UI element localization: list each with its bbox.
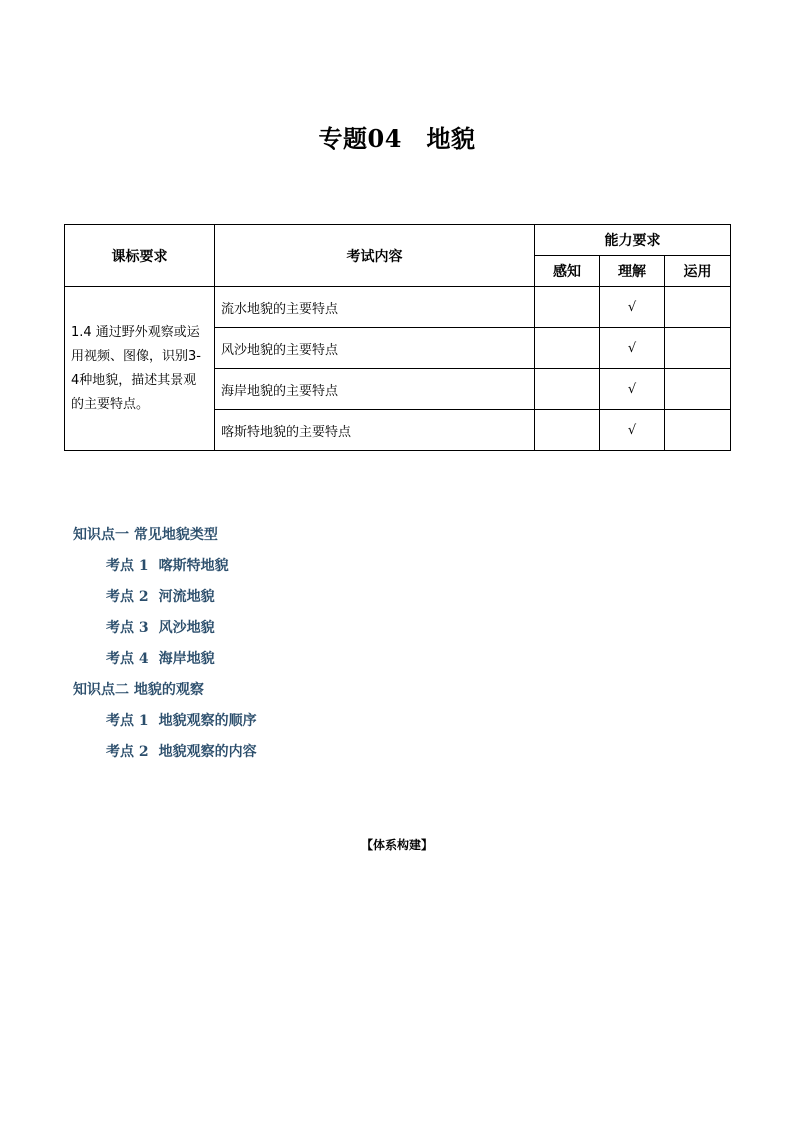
page-title: 专题04 地貌	[318, 124, 476, 153]
header-level-understand: 理解	[600, 256, 665, 287]
outline-item-text: 喀斯特地貌	[158, 558, 229, 574]
outline-item	[73, 710, 257, 741]
mark-cell-perceive	[535, 369, 600, 410]
mark-cell-apply	[665, 328, 731, 369]
outline-item-text: 海岸地貌	[158, 651, 215, 667]
outline-item-text: 风沙地貌	[158, 620, 215, 636]
mark-cell-understand: √	[600, 410, 665, 451]
outline-item	[73, 586, 257, 617]
outline-item	[73, 617, 257, 648]
section-caption: 【体系构建】	[360, 838, 433, 852]
outline-item	[73, 741, 257, 772]
mark-cell-perceive	[535, 287, 600, 328]
mark-cell-apply	[665, 410, 731, 451]
table-header-row	[65, 225, 731, 256]
header-content: 考试内容	[215, 225, 535, 287]
knowledge-outline	[73, 524, 257, 772]
outline-item-number: 考点 4	[106, 651, 149, 667]
standard-cell: 1.4 通过野外观察或运用视频、图像，识别3-4种地貌，描述其景观的主要特点。	[65, 287, 215, 451]
mark-cell-apply	[665, 369, 731, 410]
outline-item	[73, 555, 257, 586]
outline-section-heading: 知识点二 地貌的观察	[73, 682, 204, 698]
outline-item-number: 考点 1	[106, 558, 149, 574]
outline-item-text: 地貌观察的顺序	[158, 713, 257, 729]
outline-item-number: 考点 2	[106, 744, 149, 760]
outline-item-text: 地貌观察的内容	[158, 744, 257, 760]
outline-item-text: 河流地貌	[158, 589, 215, 605]
table-row	[65, 287, 731, 328]
requirements-table	[64, 224, 731, 451]
outline-item-number: 考点 2	[106, 589, 149, 605]
mark-cell-perceive	[535, 410, 600, 451]
header-ability: 能力要求	[535, 225, 731, 256]
content-cell: 海岸地貌的主要特点	[215, 369, 535, 410]
mark-cell-understand: √	[600, 287, 665, 328]
content-cell: 风沙地貌的主要特点	[215, 328, 535, 369]
header-level-apply: 运用	[665, 256, 731, 287]
content-cell: 流水地貌的主要特点	[215, 287, 535, 328]
outline-item	[73, 648, 257, 679]
content-cell: 喀斯特地貌的主要特点	[215, 410, 535, 451]
outline-item-number: 考点 3	[106, 620, 149, 636]
mark-cell-understand: √	[600, 369, 665, 410]
outline-item-number: 考点 1	[106, 713, 149, 729]
header-standard: 课标要求	[65, 225, 215, 287]
mark-cell-understand: √	[600, 328, 665, 369]
outline-section-heading: 知识点一 常见地貌类型	[73, 527, 218, 543]
mark-cell-perceive	[535, 328, 600, 369]
mark-cell-apply	[665, 287, 731, 328]
header-level-perceive: 感知	[535, 256, 600, 287]
